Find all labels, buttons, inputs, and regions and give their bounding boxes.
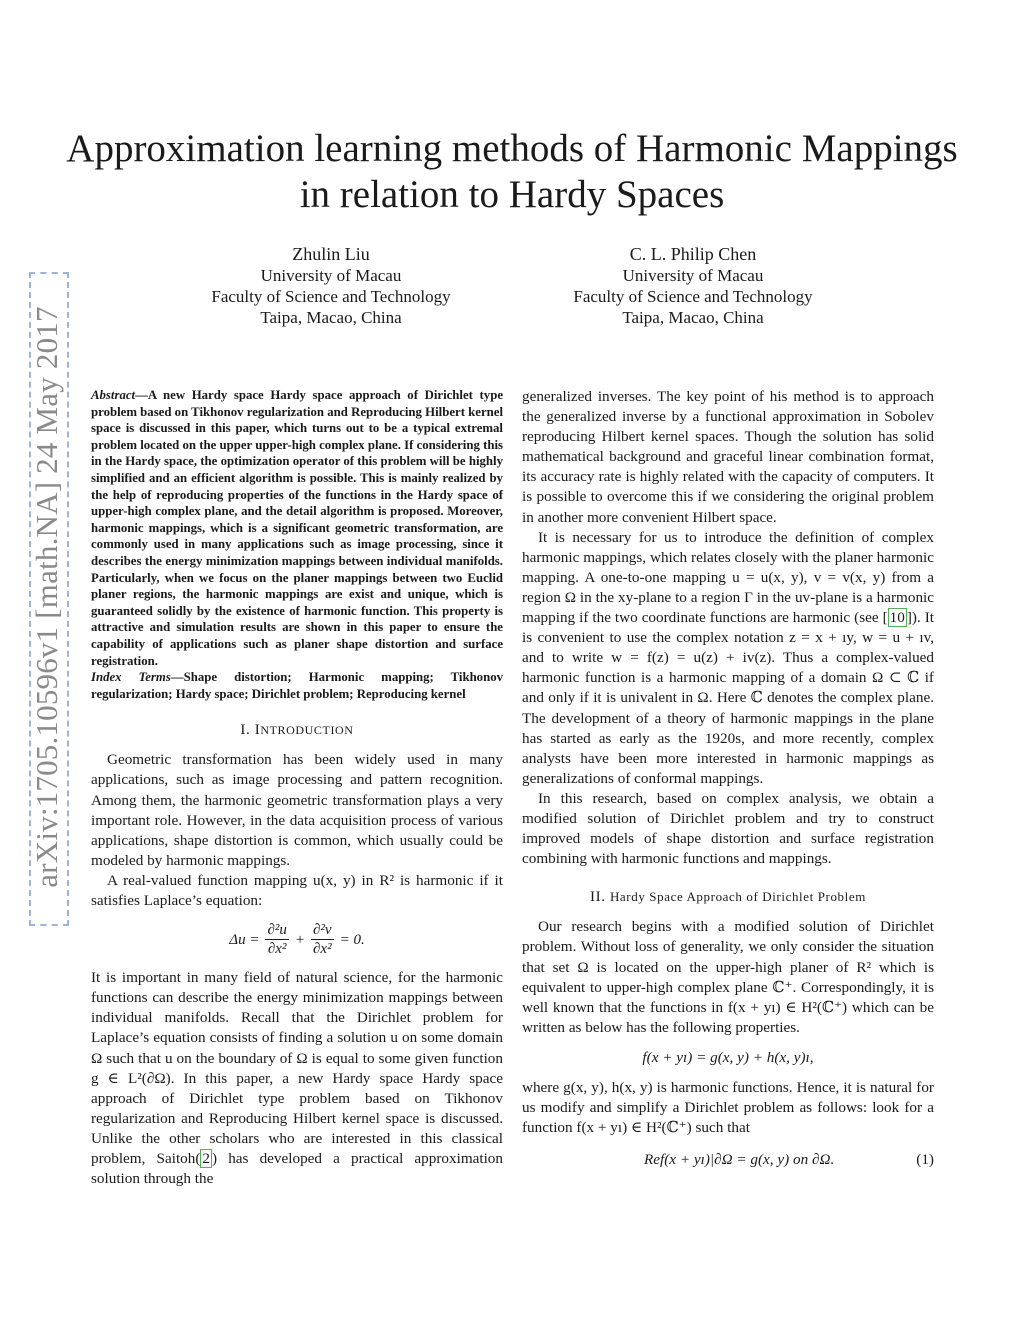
author-block-2 <box>528 244 858 328</box>
author-affiliation: University of Macau <box>622 266 764 285</box>
fraction: $\frac{\text{∂²u}}{\text{∂x²}}$ <box>267 922 287 958</box>
author-name: Zhulin Liu <box>292 244 370 264</box>
equation-hardy-decomposition: f(x + yı) = g(x, y) + h(x, y)ı, <box>642 1048 814 1066</box>
equation-1 <box>522 1150 934 1170</box>
index-terms-text: —Shape distortion; Harmonic mapping; Tikhonov regularization; Hardy space; Dirichlet problem; Reproducing kernel <box>91 670 503 701</box>
arxiv-identifier: arXiv:1705.10596v1 [math.NA] 24 May 2017 <box>29 306 64 888</box>
right-column <box>522 387 934 1170</box>
author-department: Faculty of Science and Technology <box>573 287 813 306</box>
equation-expression: Ref(x + yı)|∂Ω = g(x, y) on ∂Ω. <box>644 1151 835 1169</box>
section-heading-hardy-space: II. Hardy Space Approach of Dirichlet Problem <box>590 889 866 906</box>
left-column <box>91 387 503 1189</box>
author-block-1 <box>166 244 496 328</box>
index-terms-label: Index Terms <box>91 670 171 685</box>
paragraph: It is important in many field of natural science, for the harmonic functions can describe the energy minimization mappings between individual manifolds. Recall that the Dirichlet problem for Laplace’s equation consists of finding a solution u on some domain Ω such that u on the boundary of Ω is equal to some given function g ∈ L²(∂Ω). In this paper, a new Hardy space Hardy space approach of Dirichlet type problem based on Tikhonov regularization and Reproducing Hilbert kernel space is discussed. Unlike the other scholars who are interested in this classical problem, Saitoh( 2 ) has developed a practical approximation solution through the <box>91 969 503 1188</box>
author-location: Taipa, Macao, China <box>260 308 402 327</box>
author-department: Faculty of Science and Technology <box>211 287 451 306</box>
paragraph: Our research begins with a modified solution of Dirichlet problem. Without loss of generality, we only consider the situation that set Ω is located on the upper-high planer of R² which is equivalent to upper-high complex plane ℂ⁺. Correspondingly, it is well known that the functions in f(x + yı) ∈ H²(ℂ⁺) which can be written as below has the following properties. <box>522 918 934 1036</box>
fraction: $\frac{\text{∂²v}}{\text{∂x²}}$ <box>313 922 332 958</box>
author-name: C. L. Philip Chen <box>629 244 757 264</box>
abstract-label: Abstract <box>91 388 136 402</box>
paragraph: It is necessary for us to introduce the definition of complex harmonic mappings, which relates closely with the planer harmonic mapping. A one-to-one mapping u = u(x, y), v = v(x, y) from a region Ω in the xy-plane to a region Γ in the uv-plane is a harmonic mapping if the two coordinate functions are harmonic (see [ 10 ]). It is convenient to use the complex notation z = x + ıy, w = u + ıv, and to write w = f(z) = u(z) + iv(z). Thus a complex-valued harmonic function is a harmonic mapping of a domain Ω ⊂ ℂ if and only if it is univalent in Ω. Here ℂ denotes the complex plane. The development of a theory of harmonic mappings in the plane has started as early as the 1920s, and more recently, complex analysts have been more interested in harmonic mappings as generalizations of conformal mappings. <box>522 528 934 787</box>
abstract-text: —A new Hardy space Hardy space approach of Dirichlet type problem based on Tikhonov regularization and Reproducing Hilbert kernel space is discussed in this paper, which turns out to be a typical extremal problem located on the upper upper-high complex plane. If considering this in the Hardy space, the optimization operator of this problem will be highly simplified and an efficient algorithm is possible. This is mainly realized by the help of reproducing properties of the functions in the Hardy space of upper-high complex plane, and the detail algorithm is proposed. Moreover, harmonic mappings, which is a significant geometric transformation, are commonly used in many applications such as image processing, since it describes the energy minimization mappings between individual manifolds. Particularly, when we focus on the planer mappings between two Euclid planer regions, the harmonic mappings are exist and unique, which is guaranteed solidly by the existence of harmonic function. This property is attractive and simulation results are shown in this paper to ensure the capability of applications such as planer shape distortion and surface registration. <box>91 388 503 668</box>
author-affiliation: University of Macau <box>260 266 402 285</box>
citation-link[interactable]: 2 <box>202 1149 211 1167</box>
paragraph: In this research, based on complex analysis, we obtain a modified solution of Dirichlet problem and try to construct improved models of shape distortion and surface registration combining with harmonic functions and mappings. <box>522 789 934 868</box>
paragraph: where g(x, y), h(x, y) is harmonic functions. Hence, it is natural for us modify and simplify a Dirichlet problem as follows: look for a function f(x + yı) ∈ H²(ℂ⁺) such that <box>522 1079 934 1137</box>
paragraph: Geometric transformation has been widely used in many applications, such as image processing and pattern recognition. Among them, the harmonic geometric transformation plays a very important role. However, in the data acquisition process of various applications, shape distortion is common, which usually could be modeled by harmonic mappings. <box>91 751 503 869</box>
laplace-equation: Δu = $\frac{\text{∂²u}}{\text{∂x²}}$ + $\frac{\text{∂²v}}{\text{∂x²}}$ = 0. <box>229 922 365 958</box>
section-heading-introduction: I. INTRODUCTION <box>240 722 354 739</box>
paragraph: generalized inverses. The key point of his method is to approach the generalized inverse by a functional approximation in Sobolev reproducing Hilbert kernel spaces. Though the solution has solid mathematical background and graceful linear combination format, its accuracy rate is highly related with the capacity of computers. It is possible to overcome this if we considering the original problem in another more convenient Hilbert space. <box>522 388 934 526</box>
paper-title: Approximation learning methods of Harmonic Mappings in relation to Hardy Spaces <box>66 127 958 216</box>
author-location: Taipa, Macao, China <box>622 308 764 327</box>
abstract <box>91 387 503 702</box>
citation-link[interactable]: 10 <box>889 609 905 627</box>
paragraph: A real-valued function mapping u(x, y) in R² is harmonic if it satisfies Laplace’s equation: <box>91 871 503 910</box>
equation-number: (1) <box>916 1151 934 1169</box>
